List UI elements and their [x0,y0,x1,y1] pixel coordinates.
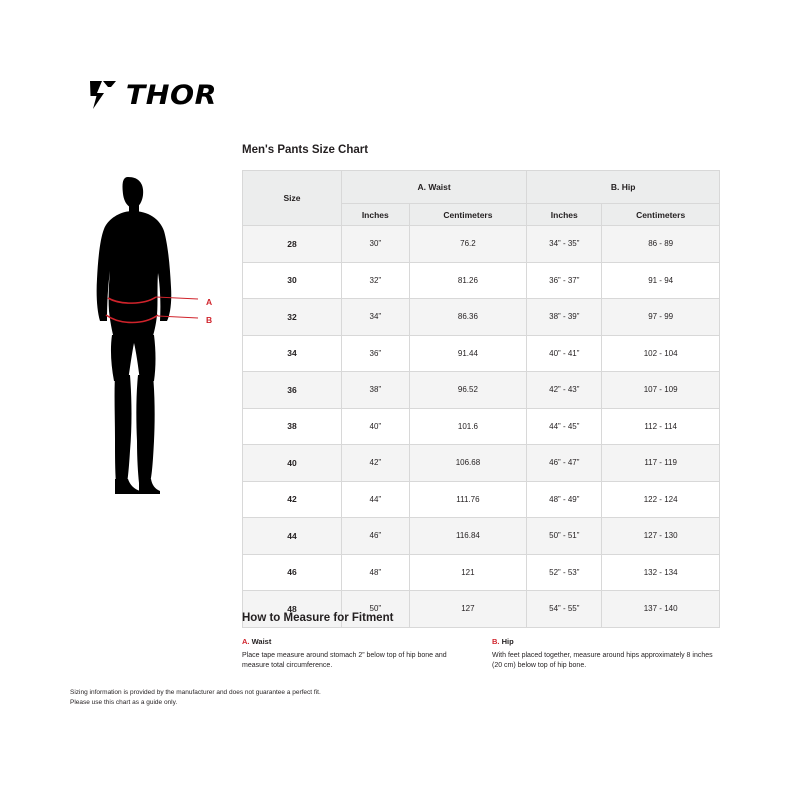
thor-lightning-mark-icon [86,78,120,112]
cell-size: 36 [243,372,342,409]
howto-waist-name: Waist [251,637,272,646]
cell-hip-cm: 97 - 99 [602,299,720,336]
howto-hip-text: With feet placed together, measure around hips approximately 8 inches (20 cm) below top of hip bone. [492,651,713,670]
cell-hip-inches: 46” - 47” [527,445,602,482]
figure-label-a: A [206,297,213,307]
table-body [243,226,720,628]
cell-waist-cm: 121 [409,554,527,591]
cell-waist-inches: 50” [342,591,410,628]
cell-waist-cm: 81.26 [409,262,527,299]
cell-hip-inches: 52” - 53” [527,554,602,591]
howto-hip-name: Hip [501,637,514,646]
cell-size: 38 [243,408,342,445]
cell-waist-inches: 32” [342,262,410,299]
table-row [243,408,720,445]
cell-waist-cm: 101.6 [409,408,527,445]
howto-waist-marker: A. [242,637,250,646]
table-row [243,445,720,482]
howto-waist-heading [242,637,472,648]
cell-waist-inches: 46” [342,518,410,555]
cell-hip-inches: 44” - 45” [527,408,602,445]
cell-waist-inches: 40” [342,408,410,445]
table-row [243,554,720,591]
howto-hip-heading [492,637,722,648]
column-header-hip-inches: Inches [527,204,602,226]
cell-waist-inches: 42” [342,445,410,482]
cell-waist-cm: 111.76 [409,481,527,518]
cell-waist-inches: 34” [342,299,410,336]
cell-size: 30 [243,262,342,299]
column-header-waist-inches: Inches [342,204,410,226]
column-header-waist: A. Waist [342,171,527,204]
body-figure [88,175,228,495]
cell-hip-inches: 40” - 41” [527,335,602,372]
table-row [243,262,720,299]
cell-hip-inches: 48” - 49” [527,481,602,518]
column-header-hip-cm: Centimeters [602,204,720,226]
table-row [243,226,720,263]
cell-hip-cm: 127 - 130 [602,518,720,555]
cell-size: 46 [243,554,342,591]
table-row [243,299,720,336]
column-header-waist-cm: Centimeters [409,204,527,226]
cell-hip-cm: 132 - 134 [602,554,720,591]
brand-name: THOR [125,79,217,111]
howto-hip-marker: B. [492,637,500,646]
cell-waist-cm: 116.84 [409,518,527,555]
cell-hip-inches: 54” - 55” [527,591,602,628]
table-row [243,372,720,409]
table-row [243,518,720,555]
cell-waist-cm: 127 [409,591,527,628]
howto-hip [492,637,722,671]
cell-waist-cm: 86.36 [409,299,527,336]
table-row [243,335,720,372]
cell-waist-inches: 38” [342,372,410,409]
cell-hip-cm: 91 - 94 [602,262,720,299]
cell-hip-inches: 36” - 37” [527,262,602,299]
cell-waist-cm: 96.52 [409,372,527,409]
cell-size: 48 [243,591,342,628]
cell-hip-cm: 122 - 124 [602,481,720,518]
cell-size: 28 [243,226,342,263]
cell-waist-inches: 30” [342,226,410,263]
cell-hip-cm: 137 - 140 [602,591,720,628]
howto-waist [242,637,472,671]
cell-hip-cm: 112 - 114 [602,408,720,445]
page-title: Men's Pants Size Chart [242,144,369,156]
cell-hip-cm: 107 - 109 [602,372,720,409]
table-header [243,171,720,226]
table-header-group-row [243,171,720,204]
column-header-size: Size [243,171,342,226]
disclaimer [70,688,321,709]
cell-hip-cm: 86 - 89 [602,226,720,263]
cell-hip-inches: 34” - 35” [527,226,602,263]
disclaimer-line-1: Sizing information is provided by the manufacturer and does not guarantee a perfect fit. [70,689,321,696]
howto-waist-text: Place tape measure around stomach 2” below top of hip bone and measure total circumference. [242,651,447,670]
cell-hip-cm: 117 - 119 [602,445,720,482]
howto-title: How to Measure for Fitment [242,612,394,624]
cell-size: 34 [243,335,342,372]
figure-label-b: B [206,315,213,325]
cell-waist-inches: 36” [342,335,410,372]
size-chart-table [242,170,720,628]
cell-hip-inches: 42” - 43” [527,372,602,409]
cell-waist-inches: 44” [342,481,410,518]
cell-hip-inches: 50” - 51” [527,518,602,555]
cell-waist-inches: 48” [342,554,410,591]
table-row [243,481,720,518]
cell-waist-cm: 106.68 [409,445,527,482]
cell-size: 32 [243,299,342,336]
cell-waist-cm: 76.2 [409,226,527,263]
cell-size: 40 [243,445,342,482]
cell-size: 42 [243,481,342,518]
disclaimer-line-2: Please use this chart as a guide only. [70,699,178,707]
cell-hip-cm: 102 - 104 [602,335,720,372]
cell-waist-cm: 91.44 [409,335,527,372]
column-header-hip: B. Hip [527,171,720,204]
brand-logo [86,78,215,112]
cell-size: 44 [243,518,342,555]
cell-hip-inches: 38” - 39” [527,299,602,336]
